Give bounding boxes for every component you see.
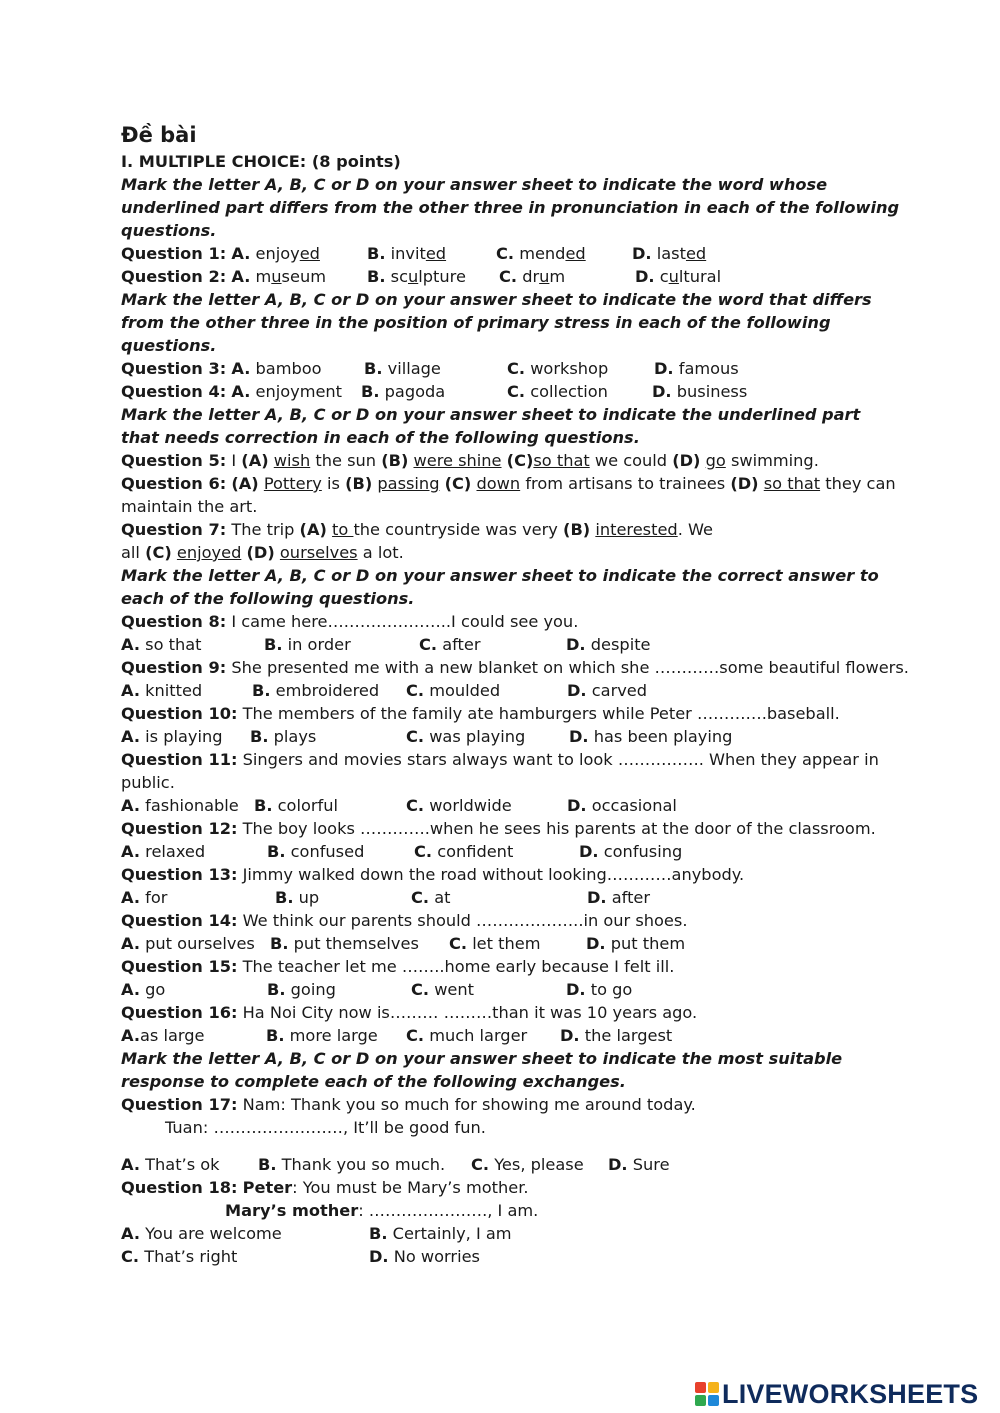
question-6-continued: maintain the art. xyxy=(121,497,258,516)
question-10: Question 10: The members of the family ate hamburgers while Peter ………….baseball. xyxy=(121,704,840,723)
question-7-continued: all (C) enjoyed (D) ourselves a lot. xyxy=(121,543,404,562)
logo-square-yellow xyxy=(708,1382,719,1393)
question-11-options: A. fashionable B. colorful C. worldwide D. occasional xyxy=(121,796,677,815)
question-17-options: A. That’s ok B. Thank you so much. C. Yes, please D. Sure xyxy=(121,1155,670,1174)
liveworksheets-logo-icon xyxy=(695,1382,719,1406)
logo-square-blue xyxy=(708,1395,719,1406)
question-11: Question 11: Singers and movies stars always want to look ……………. When they appear in xyxy=(121,750,879,769)
question-14-options: A. put ourselves B. put themselves C. let them D. put them xyxy=(121,934,686,953)
question-3: Question 3: A. bamboo B. village C. workshop D. famous xyxy=(121,359,739,378)
question-1: Question 1: A. enjoyed B. invited C. mended D. lasted xyxy=(121,244,707,263)
question-label: Question 2: xyxy=(121,267,227,286)
page-title: Đề bài xyxy=(121,123,197,147)
question-label: Question 5: xyxy=(121,451,227,470)
question-label: Question 4: xyxy=(121,382,227,401)
question-6: Question 6: (A) Pottery is (B) passing (C) down from artisans to trainees (D) so that they can xyxy=(121,474,896,493)
question-16-options: A.as large B. more large C. much larger D. the largest xyxy=(121,1026,673,1045)
logo-square-green xyxy=(695,1395,706,1406)
section-heading: I. MULTIPLE CHOICE: (8 points) xyxy=(121,152,401,171)
question-13-options: A. for B. up C. at D. after xyxy=(121,888,651,907)
brand-name: LIVEWORKSHEETS xyxy=(722,1378,979,1409)
question-label: Question 14: xyxy=(121,911,238,930)
question-label: Question 10: xyxy=(121,704,238,723)
question-18-options-ab: A. You are welcome B. Certainly, I am xyxy=(121,1224,512,1243)
worksheet xyxy=(121,120,909,1268)
question-18: Question 18: Peter: You must be Mary’s mother. xyxy=(121,1178,529,1197)
question-label: Question 1: xyxy=(121,244,227,263)
question-label: Question 17: xyxy=(121,1095,238,1114)
question-8-options: A. so that B. in order C. after D. despite xyxy=(121,635,651,654)
question-5: Question 5: I (A) wish the sun (B) were shine (C)so that we could (D) go swimming. xyxy=(121,451,819,470)
question-label: Question 12: xyxy=(121,819,238,838)
question-7: Question 7: The trip (A) to the countryside was very (B) interested. We xyxy=(121,520,713,539)
question-label: Question 7: xyxy=(121,520,227,539)
question-label: Question 11: xyxy=(121,750,238,769)
logo-square-red xyxy=(695,1382,706,1393)
instruction-correct-answer: Mark the letter A, B, C or D on your answer sheet to indicate the correct answer to each of the following questions. xyxy=(121,566,879,608)
question-12-options: A. relaxed B. confused C. confident D. confusing xyxy=(121,842,683,861)
question-label: Question 15: xyxy=(121,957,238,976)
question-17: Question 17: Nam: Thank you so much for showing me around today. xyxy=(121,1095,696,1114)
question-15: Question 15: The teacher let me ……..home early because I felt ill. xyxy=(121,957,675,976)
instruction-stress: Mark the letter A, B, C or D on your answer sheet to indicate the word that differs from the other three in the position of primary stress in each of the following questions. xyxy=(121,290,872,355)
question-9: Question 9: She presented me with a new blanket on which she …………some beautiful flowers. xyxy=(121,658,909,677)
question-18-continued: Mary’s mother: …………………., I am. xyxy=(225,1201,539,1220)
question-15-options: A. go B. going C. went D. to go xyxy=(121,980,633,999)
question-9-options: A. knitted B. embroidered C. moulded D. carved xyxy=(121,681,648,700)
question-12: Question 12: The boy looks ………….when he sees his parents at the door of the classroom. xyxy=(121,819,876,838)
question-17-continued: Tuan: ……………………, It’ll be good fun. xyxy=(165,1118,486,1137)
question-13: Question 13: Jimmy walked down the road without looking…………anybody. xyxy=(121,865,745,884)
question-label: Question 6: xyxy=(121,474,227,493)
question-label: Question 13: xyxy=(121,865,238,884)
question-10-options: A. is playing B. plays C. was playing D. has been playing xyxy=(121,727,733,746)
question-4: Question 4: A. enjoyment B. pagoda C. collection D. business xyxy=(121,382,748,401)
question-11-continued: public. xyxy=(121,773,175,792)
question-label: Question 18: xyxy=(121,1178,238,1197)
question-2: Question 2: A. museum B. sculpture C. drum D. cultural xyxy=(121,267,722,286)
question-8: Question 8: I came here…………………..I could see you. xyxy=(121,612,579,631)
question-label: Question 8: xyxy=(121,612,227,631)
question-18-options-cd: C. That’s right D. No worries xyxy=(121,1247,480,1266)
question-label: Question 9: xyxy=(121,658,227,677)
instruction-pronunciation: Mark the letter A, B, C or D on your answer sheet to indicate the word whose underlined part differs from the other three in pronunciation in each of the following questions. xyxy=(121,175,900,240)
question-16: Question 16: Ha Noi City now is……… ………than it was 10 years ago. xyxy=(121,1003,698,1022)
liveworksheets-logo xyxy=(695,1378,978,1410)
question-14: Question 14: We think our parents should ………………..in our shoes. xyxy=(121,911,688,930)
question-label: Question 16: xyxy=(121,1003,238,1022)
instruction-correction: Mark the letter A, B, C or D on your answer sheet to indicate the underlined part that needs correction in each of the following questions. xyxy=(121,405,861,447)
instruction-response: Mark the letter A, B, C or D on your answer sheet to indicate the most suitable response to complete each of the following exchanges. xyxy=(121,1049,843,1091)
question-label: Question 3: xyxy=(121,359,227,378)
